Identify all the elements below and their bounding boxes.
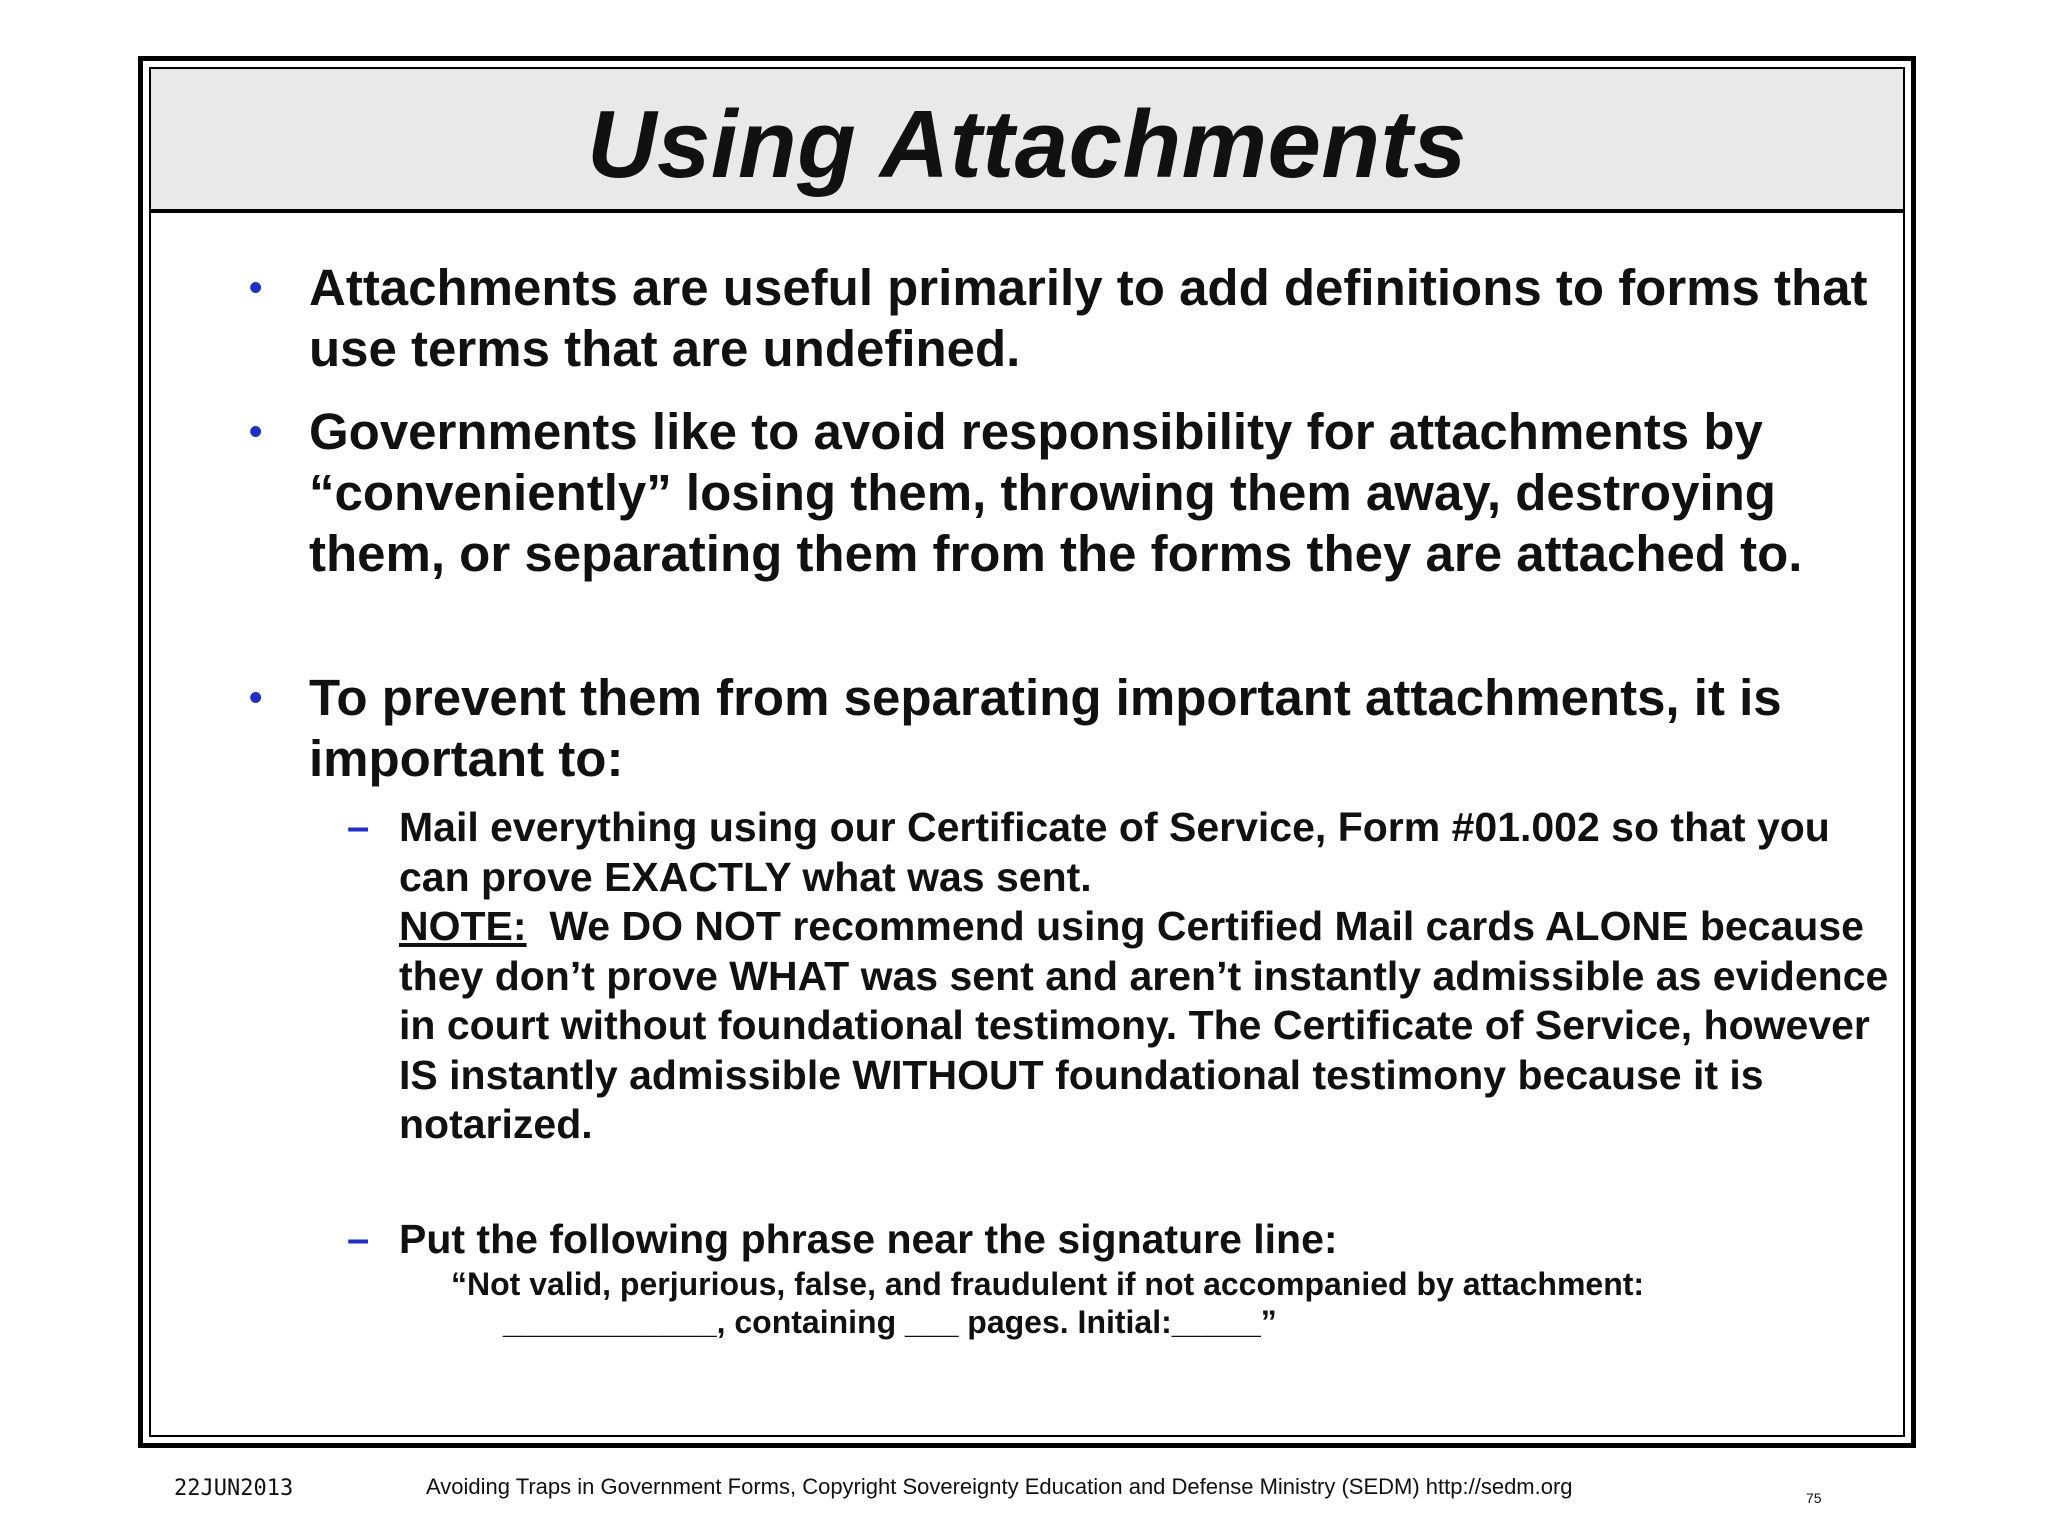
bullet-text: To prevent them from separating important attachments, it is important to: (309, 669, 1782, 787)
quote-line-2: ____________, containing ___ pages. Initial:_____” (503, 1304, 1277, 1340)
sub-bullet-text: Put the following phrase near the signature line: (399, 1216, 1338, 1262)
bullet-text: Attachments are useful primarily to add definitions to forms that use terms that are undefined. (309, 259, 1868, 377)
title-band (151, 69, 1903, 213)
bullet-dot-icon: • (249, 677, 263, 719)
bullet-dot-icon: • (249, 267, 263, 309)
note-label: NOTE: (399, 903, 527, 949)
slide-title: Using Attachments (587, 91, 1467, 198)
dash-icon: – (347, 1217, 370, 1261)
slide-inner-frame (149, 67, 1905, 1437)
bullet-dot-icon: • (249, 411, 263, 453)
signature-phrase-quote (451, 1265, 1891, 1341)
dash-icon: – (347, 805, 370, 849)
slide-frame (138, 56, 1916, 1448)
bullet-text: Governments like to avoid responsibility for attachments by “conveniently” losing them, throwing them away, destroying them, or separating them from the forms they are attached to. (309, 403, 1803, 582)
note-text: We DO NOT recommend using Certified Mail cards ALONE because they don’t prove WHAT was sent and aren’t instantly admissible as evidence in court without foundational testimony. The Certificate of Service, however IS instantly admissible WITHOUT foundational testimony because it is notarized. (399, 903, 1889, 1147)
footer-copyright: Avoiding Traps in Government Forms, Copyright Sovereignty Education and Defense Ministry (SEDM) http://sedm.org (426, 1474, 1573, 1499)
quote-line-1: “Not valid, perjurious, false, and fraudulent if not accompanied by attachment: (451, 1266, 1645, 1302)
page-number: 75 (1806, 1490, 1822, 1506)
footer-date: 22JUN2013 (174, 1476, 294, 1501)
sub-bullet-text (399, 803, 1899, 1150)
sub-bullet-main-text: Mail everything using our Certificate of Service, Form #01.002 so that you can prove EXACTLY what was sent. (399, 804, 1830, 900)
